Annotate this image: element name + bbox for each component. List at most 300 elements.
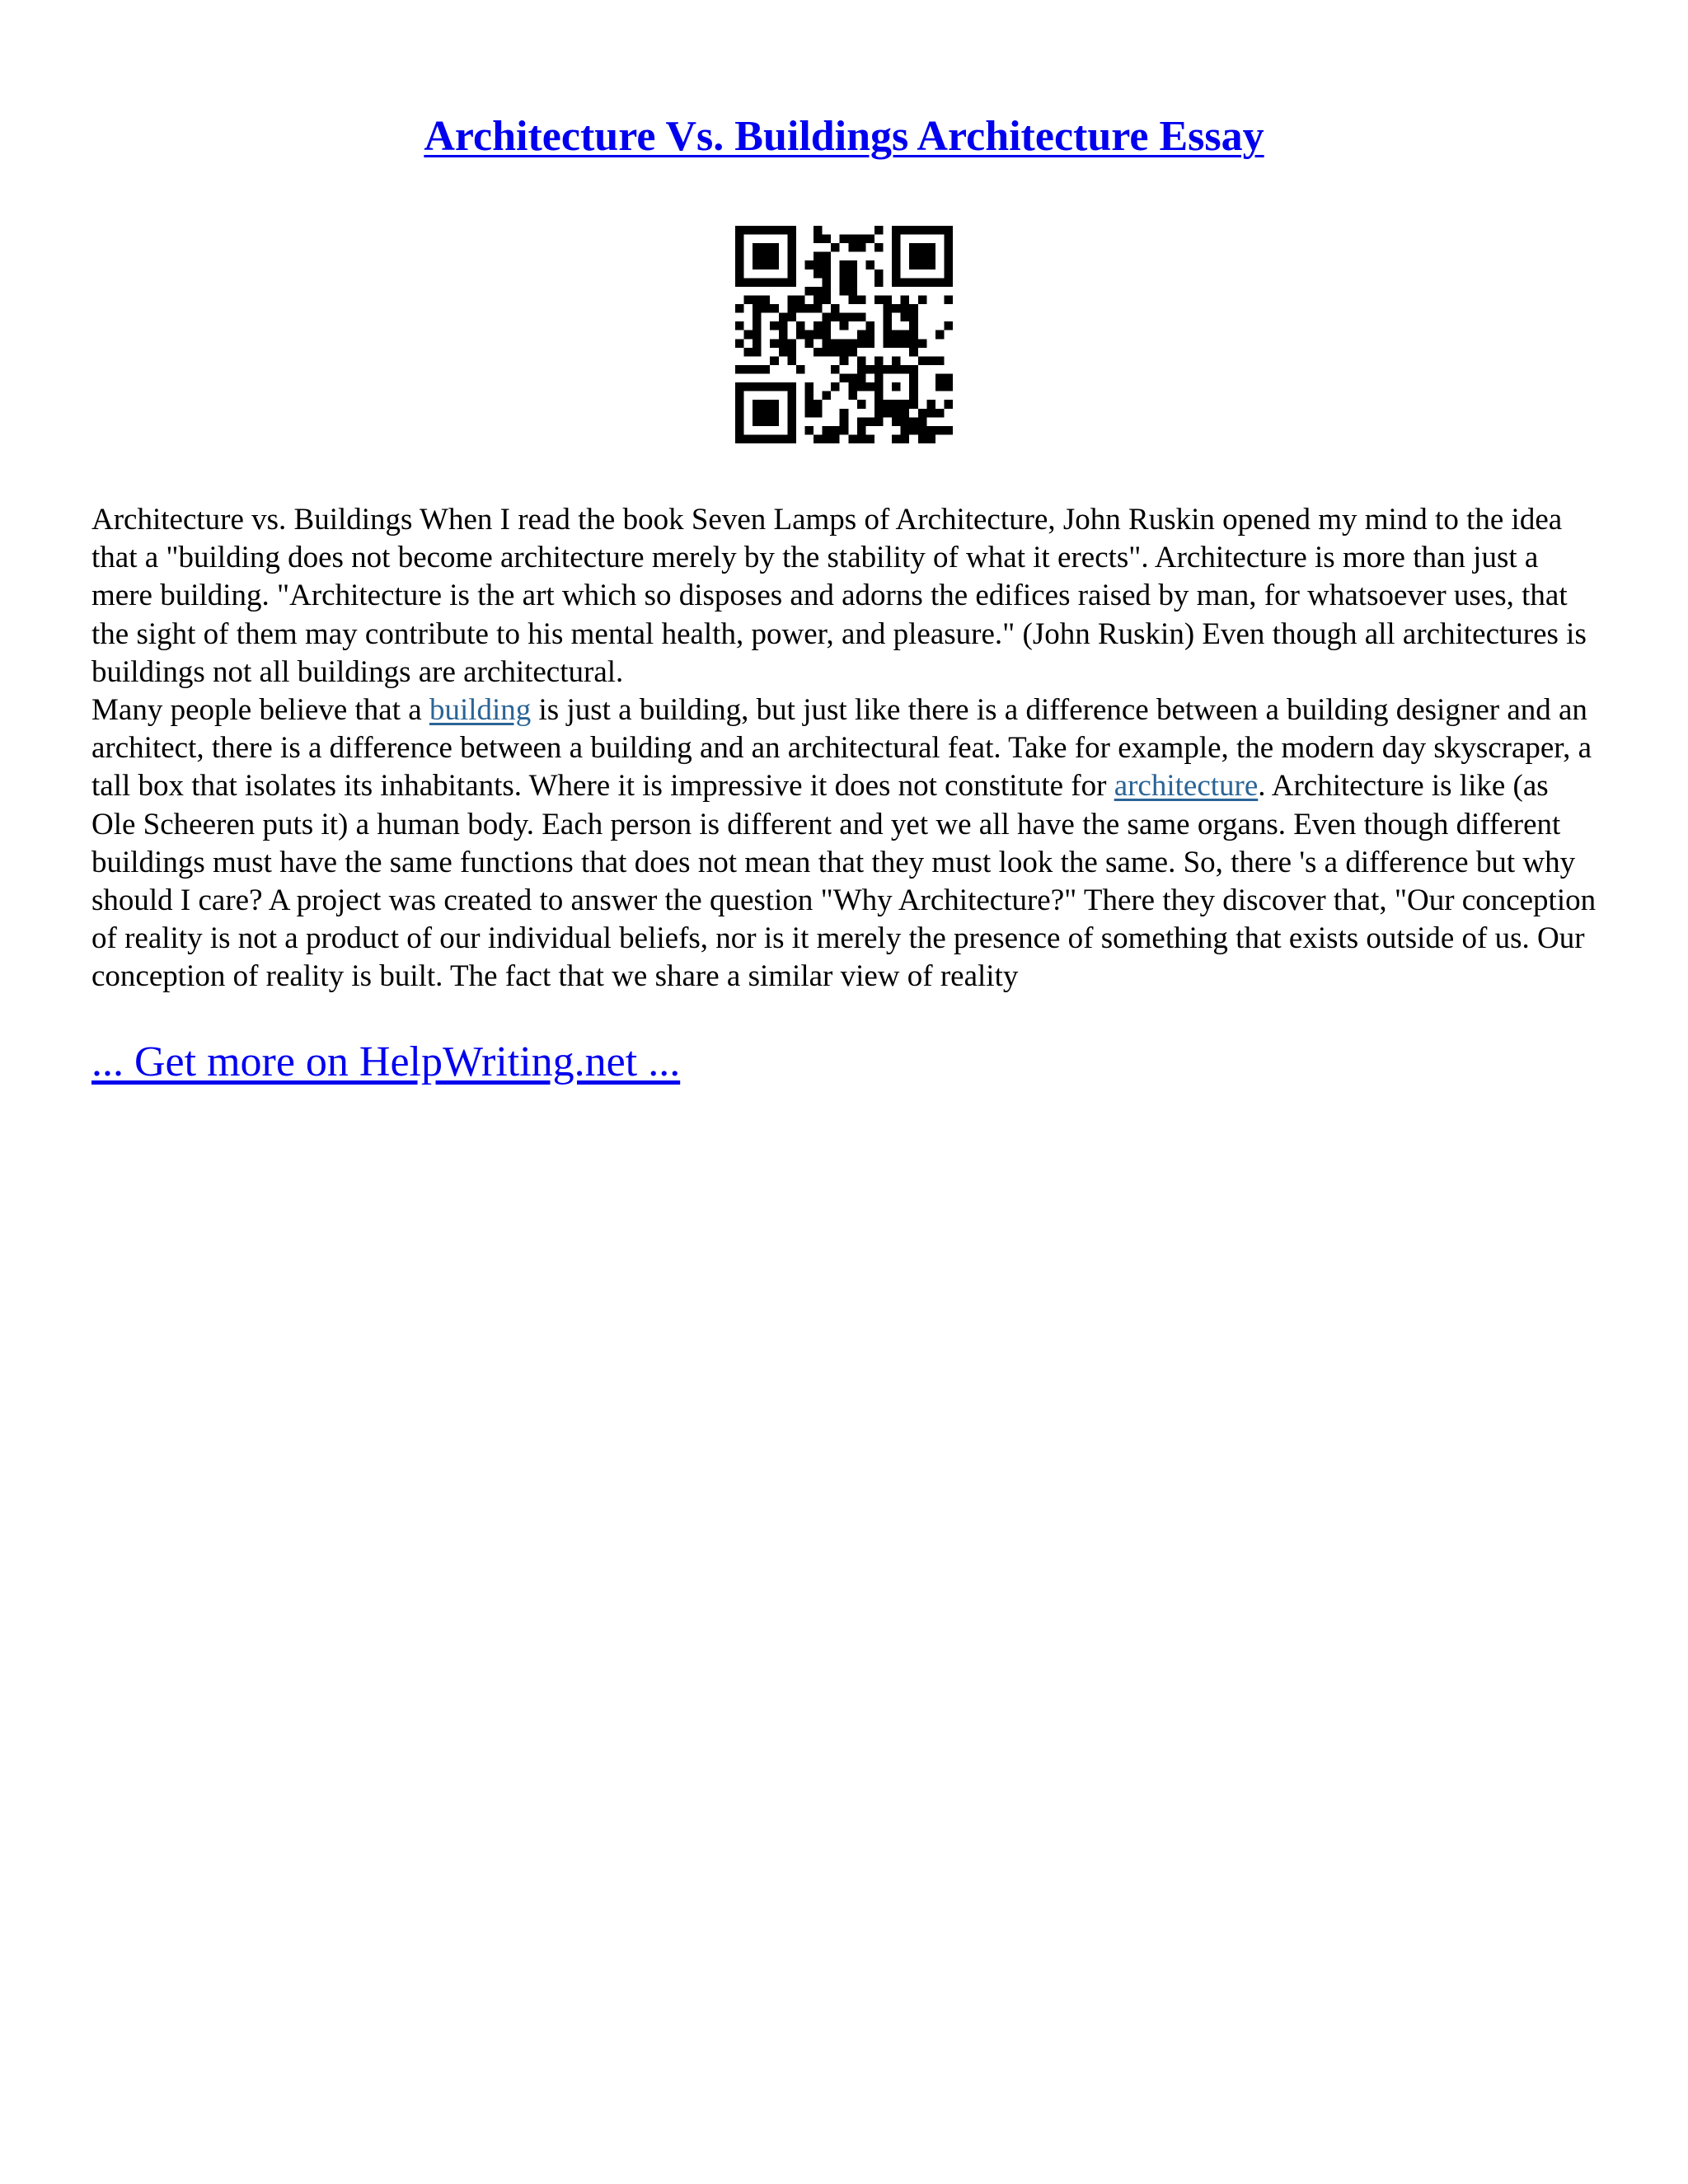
paragraph-main-part1: Many people believe that a xyxy=(91,693,429,728)
qr-module xyxy=(770,409,779,418)
qr-module xyxy=(874,226,884,235)
qr-module xyxy=(926,243,935,252)
qr-module xyxy=(909,260,918,269)
qr-module xyxy=(762,304,771,313)
qr-module xyxy=(770,226,779,235)
qr-module xyxy=(857,382,866,391)
qr-module xyxy=(884,304,893,313)
qr-module xyxy=(944,382,953,391)
qr-module xyxy=(823,348,832,357)
qr-module xyxy=(848,278,857,287)
qr-module xyxy=(831,365,840,374)
qr-module xyxy=(892,278,901,287)
qr-module xyxy=(787,278,796,287)
qr-module xyxy=(892,417,901,426)
qr-module xyxy=(753,252,762,261)
qr-module xyxy=(901,304,910,313)
qr-module xyxy=(918,243,927,252)
qr-module xyxy=(901,409,910,418)
qr-module xyxy=(884,321,893,330)
qr-module xyxy=(787,400,796,409)
qr-module xyxy=(857,417,866,426)
qr-module xyxy=(814,321,823,330)
qr-module xyxy=(744,226,753,235)
qr-module xyxy=(744,278,753,287)
qr-module xyxy=(918,252,927,261)
qr-module xyxy=(944,243,953,252)
qr-module xyxy=(935,330,945,340)
qr-module xyxy=(814,304,823,313)
qr-module xyxy=(918,409,927,418)
qr-module xyxy=(804,400,814,409)
qr-module xyxy=(848,391,857,401)
qr-module xyxy=(935,382,945,391)
qr-module xyxy=(926,278,935,287)
qr-module xyxy=(735,426,744,435)
qr-module xyxy=(901,400,910,409)
paragraph-intro: Architecture vs. Buildings When I read the book Seven Lamps of Architecture, John Ruskin opened my mind to the idea that a "building does not become architecture merely by the stability of what it erects". Architecture is more than just a mere building. "Architecture is the art which so disposes and adorns the edifices raised by man, for whatsoever uses, that the sight of them may contribute to his mental health, power, and pleasure." (John Ruskin) Even though all architectures is buildings not all buildings are architectural. xyxy=(91,503,1587,689)
qr-module xyxy=(814,295,823,304)
qr-module xyxy=(865,417,874,426)
qr-module xyxy=(926,400,935,409)
qr-module xyxy=(787,339,796,348)
qr-module xyxy=(753,365,762,374)
qr-module xyxy=(840,339,849,348)
qr-module xyxy=(944,260,953,269)
qr-module xyxy=(901,426,910,435)
qr-module xyxy=(831,313,840,322)
qr-module xyxy=(918,339,927,348)
qr-module xyxy=(944,278,953,287)
qr-module xyxy=(901,365,910,374)
qr-module xyxy=(892,235,901,244)
qr-module xyxy=(770,434,779,443)
qr-module xyxy=(918,417,927,426)
qr-module xyxy=(944,269,953,279)
qr-module xyxy=(753,409,762,418)
qr-module xyxy=(735,321,744,330)
qr-module xyxy=(857,365,866,374)
qr-module xyxy=(874,400,884,409)
qr-module xyxy=(823,313,832,322)
qr-module xyxy=(857,235,866,244)
qr-module xyxy=(884,295,893,304)
qr-module xyxy=(744,434,753,443)
qr-module xyxy=(787,269,796,279)
qr-module xyxy=(831,243,840,252)
qr-module xyxy=(735,260,744,269)
qr-module xyxy=(848,269,857,279)
qr-module xyxy=(892,409,901,418)
qr-module xyxy=(865,339,874,348)
qr-module xyxy=(787,260,796,269)
qr-module xyxy=(918,434,927,443)
qr-module xyxy=(884,365,893,374)
qr-module xyxy=(796,330,805,340)
qr-module xyxy=(884,409,893,418)
qr-module xyxy=(857,426,866,435)
qr-module xyxy=(779,382,788,391)
qr-module xyxy=(796,304,805,313)
qr-module xyxy=(840,417,849,426)
qr-module xyxy=(857,356,866,365)
qr-module xyxy=(770,417,779,426)
qr-module xyxy=(926,409,935,418)
qr-module xyxy=(848,374,857,383)
qr-module xyxy=(857,330,866,340)
qr-module xyxy=(753,330,762,340)
qr-module xyxy=(918,295,927,304)
qr-module xyxy=(735,269,744,279)
qr-module xyxy=(840,409,849,418)
qr-module xyxy=(814,400,823,409)
qr-module xyxy=(762,226,771,235)
qr-module xyxy=(909,426,918,435)
qr-module xyxy=(753,400,762,409)
qr-module xyxy=(874,295,884,304)
qr-module xyxy=(762,382,771,391)
qr-module xyxy=(823,339,832,348)
qr-module xyxy=(909,348,918,357)
qr-module xyxy=(884,400,893,409)
qr-module xyxy=(892,382,901,391)
qr-module xyxy=(909,243,918,252)
qr-code-icon xyxy=(735,226,953,443)
qr-module xyxy=(892,356,901,365)
qr-module xyxy=(762,278,771,287)
qr-module xyxy=(823,434,832,443)
qr-module xyxy=(753,348,762,357)
qr-module xyxy=(918,356,927,365)
qr-module xyxy=(823,260,832,269)
qr-module xyxy=(753,260,762,269)
qr-module xyxy=(787,434,796,443)
qr-module xyxy=(770,339,779,348)
qr-module xyxy=(901,313,910,322)
qr-module xyxy=(770,400,779,409)
qr-module xyxy=(735,391,744,401)
qr-module xyxy=(901,434,910,443)
qr-module xyxy=(814,434,823,443)
qr-module xyxy=(762,400,771,409)
qr-module xyxy=(874,269,884,279)
qr-module xyxy=(753,417,762,426)
qr-module xyxy=(735,339,744,348)
qr-module xyxy=(935,278,945,287)
qr-module xyxy=(831,434,840,443)
qr-module xyxy=(918,260,927,269)
building-link[interactable]: building xyxy=(429,693,532,728)
page-title xyxy=(0,107,1688,166)
qr-module xyxy=(744,382,753,391)
paragraph-main xyxy=(91,691,1600,996)
qr-module xyxy=(787,304,796,313)
qr-module xyxy=(944,400,953,409)
qr-module xyxy=(892,226,901,235)
qr-module xyxy=(831,339,840,348)
qr-module xyxy=(762,434,771,443)
qr-module xyxy=(770,321,779,330)
qr-module xyxy=(823,278,832,287)
qr-module xyxy=(848,260,857,269)
qr-module xyxy=(892,269,901,279)
qr-module xyxy=(814,260,823,269)
qr-module xyxy=(857,374,866,383)
qr-module xyxy=(804,304,814,313)
qr-module xyxy=(901,417,910,426)
qr-module xyxy=(944,235,953,244)
qr-module xyxy=(926,260,935,269)
qr-module xyxy=(770,243,779,252)
qr-module xyxy=(892,260,901,269)
qr-module xyxy=(944,295,953,304)
qr-module xyxy=(865,321,874,330)
qr-module xyxy=(909,339,918,348)
qr-module xyxy=(787,348,796,357)
qr-module xyxy=(865,235,874,244)
qr-module xyxy=(874,365,884,374)
qr-module xyxy=(787,226,796,235)
qr-module xyxy=(814,409,823,418)
qr-module xyxy=(848,295,857,304)
qr-module xyxy=(892,243,901,252)
get-more-link[interactable]: ... Get more on HelpWriting.net ... xyxy=(91,1038,681,1085)
qr-module xyxy=(787,243,796,252)
qr-module xyxy=(744,330,753,340)
qr-module xyxy=(735,278,744,287)
qr-module xyxy=(787,382,796,391)
qr-module xyxy=(831,304,840,313)
qr-module xyxy=(770,382,779,391)
qr-module xyxy=(796,295,805,304)
qr-module xyxy=(909,304,918,313)
qr-module xyxy=(874,243,884,252)
qr-module xyxy=(840,269,849,279)
qr-module xyxy=(926,426,935,435)
qr-module xyxy=(909,417,918,426)
qr-module xyxy=(909,321,918,330)
qr-module xyxy=(918,226,927,235)
qr-module xyxy=(935,426,945,435)
qr-module xyxy=(892,400,901,409)
qr-module xyxy=(918,278,927,287)
qr-module xyxy=(735,235,744,244)
qr-module xyxy=(944,374,953,383)
qr-module xyxy=(926,226,935,235)
qr-module xyxy=(865,330,874,340)
qr-module xyxy=(909,330,918,340)
qr-module xyxy=(892,304,901,313)
qr-module xyxy=(762,260,771,269)
qr-module xyxy=(874,409,884,418)
qr-module xyxy=(909,365,918,374)
qr-module xyxy=(840,287,849,296)
qr-module xyxy=(735,243,744,252)
qr-module xyxy=(909,382,918,391)
qr-module xyxy=(735,252,744,261)
qr-module xyxy=(935,226,945,235)
qr-module xyxy=(814,269,823,279)
qr-module xyxy=(848,287,857,296)
qr-module xyxy=(840,260,849,269)
qr-module xyxy=(865,260,874,269)
paragraph-main-part3: . Architecture is like (as Ole Scheeren puts it) a human body. Each person is different and yet we all have the same organs. Even though different buildings must have the same functions that does not mean that they must look the same. So, there 's a difference but why should I care? A project was created to answer the question "Why Architecture?" There they discover that, "Our conception of reality is not a product of our individual beliefs, nor is it merely the presence of something that exists outside of us. Our conception of reality is built. The fact that we share a similar view of reality xyxy=(91,769,1597,994)
title-link[interactable]: Architecture Vs. Buildings Architecture Essay xyxy=(424,113,1264,160)
qr-module xyxy=(823,287,832,296)
qr-module xyxy=(814,235,823,244)
qr-module xyxy=(892,339,901,348)
qr-module xyxy=(779,330,788,340)
qr-module xyxy=(848,434,857,443)
qr-module xyxy=(735,409,744,418)
qr-module xyxy=(857,434,866,443)
qr-module xyxy=(735,226,744,235)
qr-module xyxy=(804,330,814,340)
qr-module xyxy=(874,278,884,287)
qr-module xyxy=(831,348,840,357)
qr-module xyxy=(735,434,744,443)
qr-module xyxy=(804,382,814,391)
qr-module xyxy=(823,295,832,304)
qr-module xyxy=(753,295,762,304)
qr-module xyxy=(735,417,744,426)
qr-module xyxy=(884,339,893,348)
qr-module xyxy=(735,400,744,409)
qr-module xyxy=(762,252,771,261)
qr-module xyxy=(926,356,935,365)
qr-module xyxy=(735,365,744,374)
qr-module xyxy=(892,434,901,443)
qr-module xyxy=(779,313,788,322)
qr-module xyxy=(892,365,901,374)
qr-module xyxy=(857,313,866,322)
qr-module xyxy=(944,226,953,235)
qr-module xyxy=(787,409,796,418)
qr-module xyxy=(804,287,814,296)
qr-module xyxy=(753,243,762,252)
qr-module xyxy=(804,391,814,401)
qr-module xyxy=(840,374,849,383)
qr-module xyxy=(814,348,823,357)
qr-module xyxy=(918,426,927,435)
qr-module xyxy=(823,235,832,244)
qr-module xyxy=(770,252,779,261)
qr-module xyxy=(770,356,779,365)
qr-module xyxy=(744,365,753,374)
qr-module xyxy=(804,260,814,269)
qr-module xyxy=(935,356,945,365)
qr-module xyxy=(770,260,779,269)
qr-module xyxy=(823,269,832,279)
qr-module xyxy=(892,330,901,340)
qr-module xyxy=(840,356,849,365)
qr-module xyxy=(840,348,849,357)
qr-module xyxy=(944,426,953,435)
qr-module xyxy=(823,391,832,401)
qr-module xyxy=(840,321,849,330)
qr-module xyxy=(787,356,796,365)
qr-module xyxy=(865,434,874,443)
paragraph-main-part2: is just a building, but just like there is a difference between a building designer and an architect, there is a difference between a building and an architectural feat. Take for example, the modern day skyscraper, a tall box that isolates its inhabitants. Where it is impressive it does not constitute for xyxy=(91,693,1592,804)
qr-module xyxy=(762,409,771,418)
qr-module xyxy=(848,235,857,244)
qr-module xyxy=(884,330,893,340)
qr-module xyxy=(935,374,945,383)
qr-module xyxy=(848,313,857,322)
qr-module xyxy=(857,400,866,409)
qr-module xyxy=(744,295,753,304)
qr-module xyxy=(831,426,840,435)
qr-module xyxy=(770,278,779,287)
qr-module xyxy=(901,295,910,304)
qr-module xyxy=(796,321,805,330)
qr-module xyxy=(874,391,884,401)
qr-module xyxy=(935,409,945,418)
essay-body xyxy=(91,501,1600,996)
qr-module xyxy=(779,278,788,287)
qr-module xyxy=(762,417,771,426)
qr-module xyxy=(901,339,910,348)
qr-module xyxy=(753,321,762,330)
qr-module xyxy=(814,252,823,261)
qr-module xyxy=(909,313,918,322)
qr-module xyxy=(814,287,823,296)
qr-module xyxy=(944,252,953,261)
qr-module xyxy=(909,391,918,401)
qr-module xyxy=(770,304,779,313)
qr-module xyxy=(831,382,840,391)
qr-module xyxy=(909,226,918,235)
qr-module xyxy=(857,243,866,252)
qr-module xyxy=(796,365,805,374)
qr-module xyxy=(814,330,823,340)
qr-module xyxy=(753,313,762,322)
qr-module xyxy=(753,226,762,235)
qr-module xyxy=(762,365,771,374)
qr-code-graphic xyxy=(735,226,953,443)
architecture-link[interactable]: architecture xyxy=(1114,769,1259,804)
qr-module xyxy=(787,426,796,435)
qr-module xyxy=(779,339,788,348)
qr-module xyxy=(753,278,762,287)
qr-module xyxy=(901,226,910,235)
qr-module xyxy=(823,330,832,340)
qr-module xyxy=(804,339,814,348)
qr-module xyxy=(840,235,849,244)
qr-module xyxy=(874,417,884,426)
qr-module xyxy=(901,278,910,287)
qr-module xyxy=(840,278,849,287)
qr-module xyxy=(884,313,893,322)
qr-module xyxy=(804,409,814,418)
qr-module xyxy=(823,252,832,261)
qr-module xyxy=(787,391,796,401)
qr-module xyxy=(814,226,823,235)
qr-module xyxy=(823,321,832,330)
qr-module xyxy=(840,313,849,322)
qr-module xyxy=(779,226,788,235)
qr-module xyxy=(779,348,788,357)
qr-module xyxy=(787,417,796,426)
qr-module xyxy=(787,252,796,261)
qr-module xyxy=(848,348,857,357)
qr-module xyxy=(848,243,857,252)
qr-module xyxy=(848,339,857,348)
qr-module xyxy=(779,434,788,443)
qr-module xyxy=(848,382,857,391)
qr-module xyxy=(779,321,788,330)
qr-module xyxy=(735,382,744,391)
